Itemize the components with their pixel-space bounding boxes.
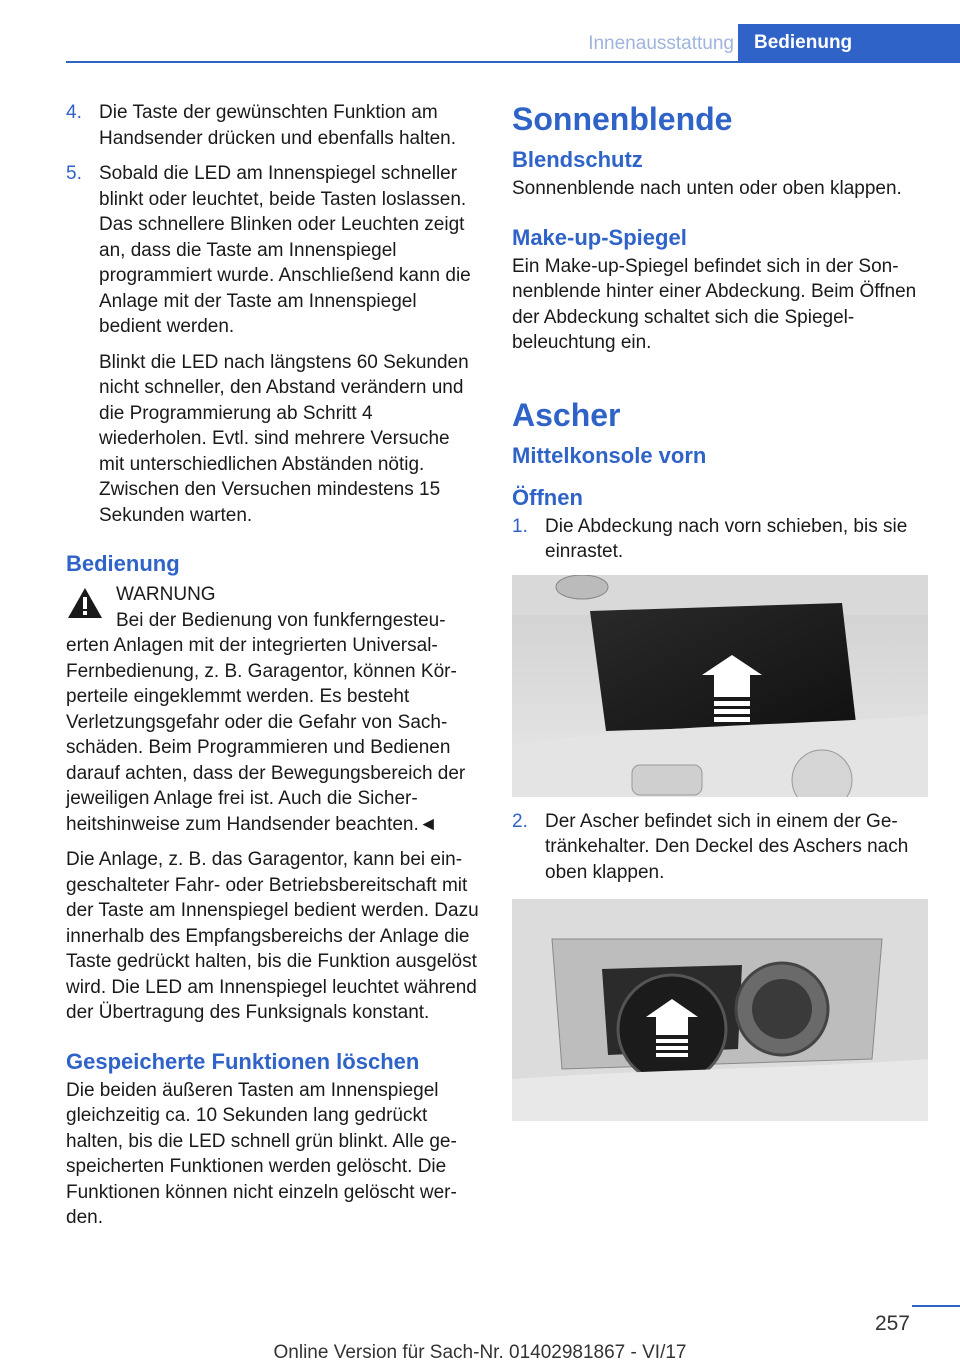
header-rule [66,61,960,63]
step-text: Der Ascher befindet sich in einem der Getränkehalter. Den Deckel des Aschers nach oben klappen. [545,810,909,883]
delete-text: Die beiden äußeren Tasten am Innenspiegel gleichzeitig ca. 10 Sekunden lang gedrückt halten, bis die LED schnell grün blinkt. Alle gespeicherten Funktionen werden gelöscht. Die Funktionen können nicht einzeln gelöscht werden. [66,1079,457,1228]
step-5 [66,161,480,340]
bedienung-text: Die Anlage, z. B. das Garagentor, kann bei eingeschalteter Fahr- oder Betriebsbereitschaft mit der Taste am Innenspiegel bedient werden. Dazu innerhalb des Empfangsbereichs der Anlage die Taste gedrückt halten, bis die Funktion ausgelöst wird. Die LED am Innenspiegel leuchtet während der Übertragung des Funksignals konstant. [66,849,479,1023]
header-section-tab[interactable]: Innenausstattung [588,33,734,54]
step-number: 1. [512,515,528,537]
ashtray-cupholder-illustration [512,899,928,1121]
makeup-heading: Make-up-Spiegel [512,224,687,250]
online-version-note: Online Version für Sach-Nr. 01402981867 - VI/17 [273,1342,687,1363]
warning-block [66,582,480,837]
step-text: Die Taste der gewünschten Funktion am Handsender drücken und ebenfalls halten. [99,102,457,149]
makeup-text: Ein Make-up-Spiegel befindet sich in der Sonnenblende hinter einer Abdeckung. Beim Öffnen der Abdeckung schaltet sich die Spiegelbeleuchtung ein. [512,255,917,353]
bedienung-heading: Bedienung [66,551,180,576]
right-column [512,100,930,1133]
step-number: 4. [66,102,82,123]
footer-rule [912,1305,960,1307]
console-cover-illustration [512,575,928,797]
header-chapter-tab[interactable]: Bedienung [738,24,960,61]
warning-title: WARNUNG [116,584,216,605]
blendschutz-text: Sonnenblende nach unten oder oben klappen. [512,178,902,199]
sonnenblende-title: Sonnenblende [512,101,733,137]
warning-text: Bei der Bedienung von funkferngesteuerten Anlagen mit der integrierten Universal-Fernbedienung, z. B. Garagentor, können Körperteile eingeklemmt werden. Es besteht Verletzungsgefahr oder die Gefahr von Sachschäden. Beim Programmieren und Bedienen darauf achten, dass der Bewegungsbereich der jeweiligen Anlage frei ist. Auch die Sicherheitshinweise zum Handsender beachten.◄ [66,609,466,835]
step-text: Die Abdeckung nach vorn schieben, bis sie einrastet. [545,515,908,562]
ascher-title: Ascher [512,396,621,433]
warning-triangle-icon [66,586,104,620]
step-2 [512,809,930,886]
step-1 [512,514,930,565]
delete-heading: Gespeicherte Funktionen löschen [66,1048,420,1074]
page-number: 257 [874,1312,910,1335]
oeffnen-heading: Öffnen [512,484,583,510]
blendschutz-heading: Blendschutz [512,147,643,172]
step-number: 2. [512,810,528,832]
mittelkonsole-heading: Mittelkonsole vorn [512,442,707,468]
step-text: Sobald die LED am Innenspiegel schneller blinkt oder leuchtet, beide Tasten loslassen. Das schnellere Blinken oder Leuchten zeigt an, dass die Taste am Innenspiegel programmiert wurde. Anschließend kann die Anlage mit der Taste am Innenspiegel bedient werden. [99,163,471,337]
left-column [66,100,480,1241]
step-4 [66,100,480,151]
step-5-note: Blinkt die LED nach längstens 60 Sekunden nicht schneller, den Abstand verändern und die Programmierung ab Schritt 4 wiederholen. Evtl. sind mehrere Versuche mit unterschiedlichen Abständen nötig. Zwischen den Versuchen mindestens 15 Sekunden warten. [99,351,469,526]
step-number: 5. [66,163,82,184]
